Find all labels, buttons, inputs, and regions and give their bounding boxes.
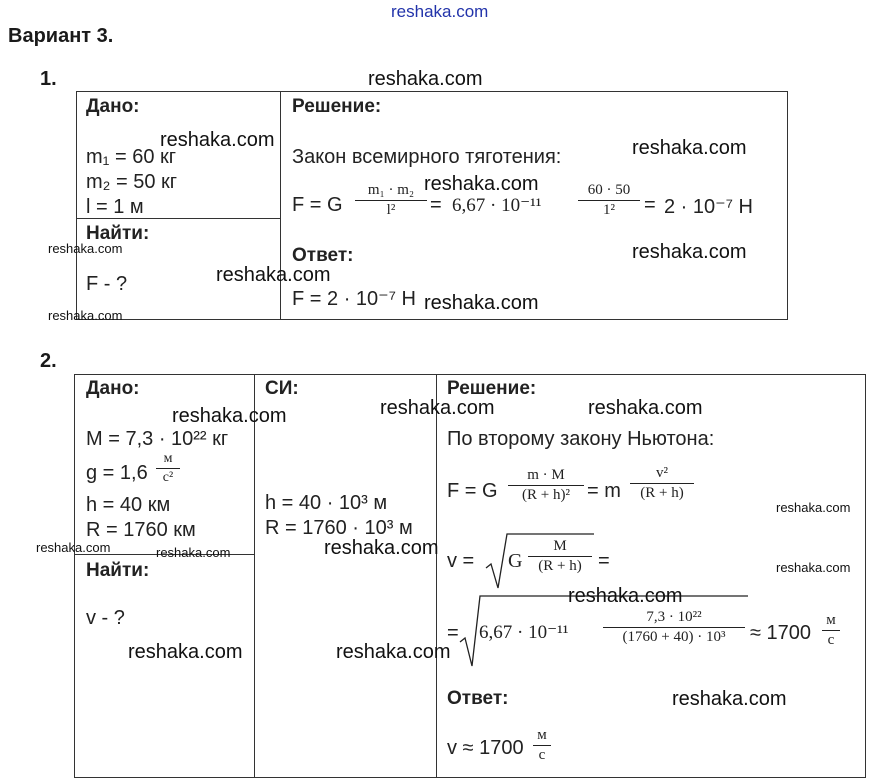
p2-approx-result: ≈ 1700 [750, 622, 812, 644]
watermark: reshaka.com [156, 545, 231, 560]
p2-fraction-sqrt1 [528, 539, 592, 574]
p1-fraction-values-num: 60 · 50 [587, 182, 631, 198]
p2-find-header: Найти: [86, 560, 150, 581]
problem-2-divider-1 [254, 374, 255, 778]
p2-si-header: СИ: [265, 378, 299, 399]
watermark: reshaka.com [424, 292, 539, 314]
p2-eq-after: = [598, 550, 610, 572]
p2-answer-header: Ответ: [447, 688, 509, 709]
p2-fraction-centripetal [630, 466, 694, 501]
p2-fraction-sqrt1-num: M [553, 538, 567, 554]
p1-result: 2 · 10⁻⁷ Н [664, 196, 753, 218]
p2-result-unit-den: с [827, 632, 835, 648]
watermark: reshaka.com [160, 129, 275, 151]
watermark: reshaka.com [632, 241, 747, 263]
p2-fraction-gravity-num: m · M [527, 467, 565, 483]
watermark-top: reshaka.com [391, 2, 489, 21]
watermark: reshaka.com [48, 308, 123, 323]
p2-solution-header: Решение: [447, 378, 537, 399]
watermark: reshaka.com [48, 241, 123, 256]
p2-fraction-numeric-num: 7,3 · 10²² [646, 609, 702, 625]
problem-2-number: 2. [40, 350, 57, 372]
p2-given-g: g = 1,6 [86, 462, 148, 484]
watermark: reshaka.com [672, 688, 787, 710]
p1-law: Закон всемирного тяготения: [292, 146, 562, 168]
p1-find: F - ? [86, 273, 128, 295]
p2-fraction-numeric [603, 610, 745, 645]
p1-fraction-values [578, 183, 640, 218]
p2-formula-f: F = G [447, 480, 498, 502]
p2-g-unit-den: с² [162, 470, 174, 485]
p2-answer-unit-den: с [538, 747, 546, 763]
p2-result-unit [822, 613, 840, 648]
p1-fraction-masses-den: l² [386, 202, 396, 218]
watermark: reshaka.com [568, 585, 683, 607]
watermark: reshaka.com [776, 500, 851, 515]
watermark: reshaka.com [368, 68, 483, 90]
p2-given-mass: M = 7,3 · 10²² кг [86, 428, 229, 450]
p1-eq-1: = [430, 194, 442, 216]
watermark: reshaka.com [380, 397, 495, 419]
p1-fraction-masses-num: m₁ · m₂ [367, 182, 415, 198]
p2-eq-m: = m [587, 480, 621, 502]
p2-fraction-centripetal-den: (R + h) [640, 485, 684, 501]
watermark: reshaka.com [324, 537, 439, 559]
p2-sqrt1-g: G [508, 550, 523, 572]
p2-law: По второму закону Ньютона: [447, 428, 715, 450]
p1-fraction-masses [355, 183, 427, 218]
p2-fraction-centripetal-num: v² [656, 465, 668, 481]
p1-given-m2: m₂ = 50 кг [86, 171, 178, 193]
p2-fraction-gravity-den: (R + h)² [522, 487, 570, 503]
p2-given-header: Дано: [86, 378, 140, 399]
p1-given-m1: m₁ = 60 кг [86, 146, 177, 168]
p2-fraction-sqrt1-den: (R + h) [538, 558, 582, 574]
problem-2-divider-2 [436, 374, 437, 778]
p1-given-l: l = 1 м [86, 196, 144, 218]
watermark: reshaka.com [424, 173, 539, 195]
p2-fraction-numeric-den: (1760 + 40) · 10³ [622, 629, 726, 645]
p2-eq-start: = [447, 622, 459, 644]
p1-eq-2: = [644, 194, 656, 216]
p2-g-unit-num: м [163, 451, 173, 466]
p1-find-header: Найти: [86, 223, 150, 244]
p2-given-h: h = 40 км [86, 494, 171, 516]
p1-formula-f: F = G [292, 194, 343, 216]
p1-solution-header: Решение: [292, 96, 382, 117]
watermark: reshaka.com [632, 137, 747, 159]
p1-fraction-values-den: 1² [603, 202, 615, 218]
p1-g-coefficient: 6,67 · 10⁻¹¹ [452, 195, 542, 216]
p2-result-unit-num: м [826, 612, 836, 628]
p1-given-header: Дано: [86, 96, 140, 117]
watermark: reshaka.com [128, 641, 243, 663]
variant-title: Вариант 3. [8, 25, 114, 47]
p1-answer-header: Ответ: [292, 245, 354, 266]
p2-fraction-gravity [508, 468, 584, 503]
p2-answer-unit-num: м [537, 727, 547, 743]
p1-answer: F = 2 · 10⁻⁷ Н [292, 288, 416, 310]
watermark: reshaka.com [336, 641, 451, 663]
watermark: reshaka.com [216, 264, 331, 286]
p2-given-r: R = 1760 км [86, 519, 196, 541]
p2-answer-unit [533, 728, 551, 763]
p2-v-eq: v = [447, 550, 475, 572]
p2-answer: v ≈ 1700 [447, 737, 524, 759]
watermark: reshaka.com [172, 405, 287, 427]
p2-si-r: R = 1760 · 10³ м [265, 517, 413, 539]
p2-sqrt2-coefficient: 6,67 · 10⁻¹¹ [479, 622, 569, 643]
p2-find: v - ? [86, 607, 125, 629]
p2-g-unit [156, 452, 180, 485]
watermark: reshaka.com [776, 560, 851, 575]
p2-si-h: h = 40 · 10³ м [265, 492, 388, 514]
watermark: reshaka.com [588, 397, 703, 419]
problem-1-number: 1. [40, 68, 57, 90]
watermark: reshaka.com [36, 540, 111, 555]
